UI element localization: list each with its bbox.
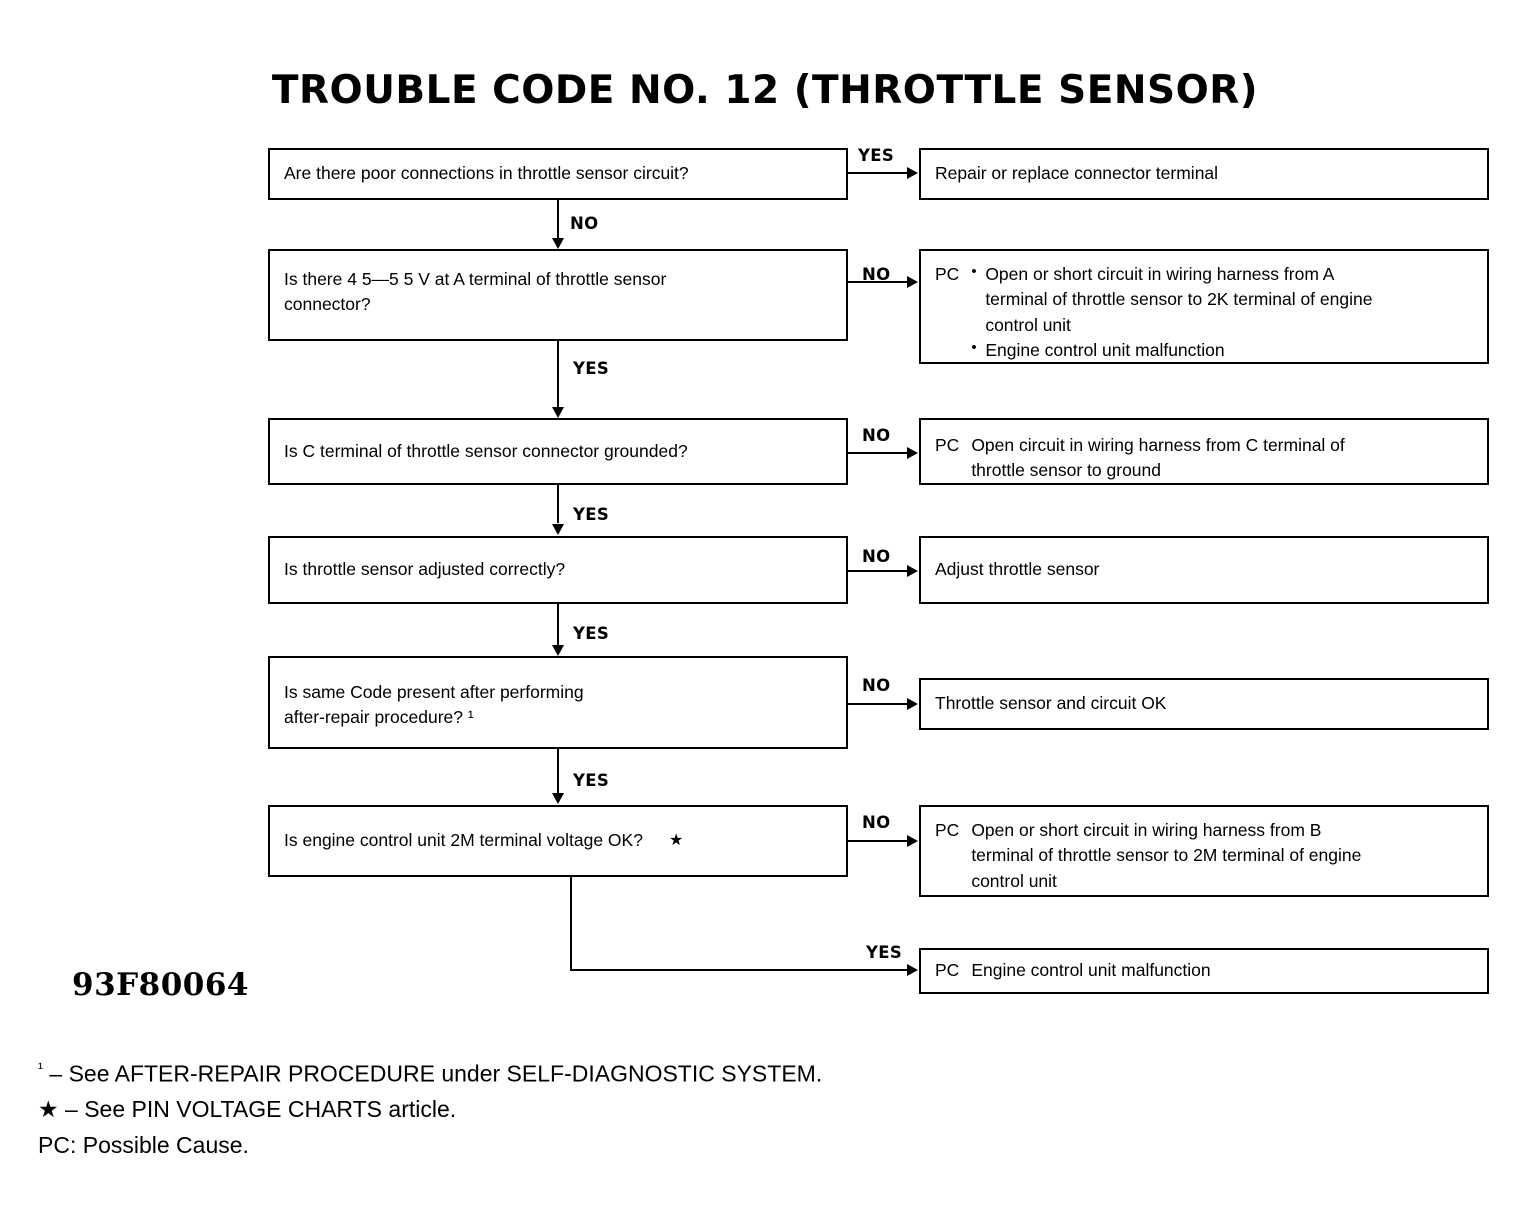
edge-label-yes1: YES: [858, 146, 895, 165]
decision-text: Is C terminal of throttle sensor connector grounded?: [284, 440, 688, 461]
result-text: Throttle sensor and circuit OK: [935, 693, 1167, 714]
result-text: Repair or replace connector terminal: [935, 163, 1219, 184]
connector-q4-no: [848, 570, 908, 572]
edge-label-no2: NO: [862, 265, 891, 284]
pc-label: PC: [935, 820, 960, 840]
footnote-2: [38, 1096, 456, 1123]
decision-box-c-terminal-ground: [268, 418, 848, 485]
arrow-icon-q5-no: [907, 698, 918, 710]
arrow-icon-q6-yes: [907, 964, 918, 976]
edge-label-yes4: YES: [573, 624, 610, 643]
footnote-3: [38, 1132, 249, 1159]
decision-text-line2: after-repair procedure? ¹: [284, 707, 474, 728]
connector-q3-yes: [557, 485, 559, 523]
edge-label-no1: NO: [570, 214, 599, 233]
footnote-1: [38, 1060, 822, 1088]
result-box-open-short-a-terminal: [919, 249, 1489, 364]
edge-label-no6: NO: [862, 813, 891, 832]
arrow-icon-q3-no: [907, 447, 918, 459]
decision-box-2m-terminal-voltage: [268, 805, 848, 877]
edge-label-yes6: YES: [866, 943, 903, 962]
arrow-icon-q3-yes: [552, 524, 564, 535]
arrow-icon-q2-yes: [552, 407, 564, 418]
connector-q4-yes: [557, 604, 559, 645]
result-bullet-1: [971, 262, 1473, 287]
arrow-icon-q5-yes: [552, 793, 564, 804]
edge-label-yes2: YES: [573, 359, 610, 378]
edge-label-no5: NO: [862, 676, 891, 695]
footnote-2-text: – See PIN VOLTAGE CHARTS article.: [65, 1096, 457, 1122]
decision-text-line1: Is same Code present after performing: [284, 682, 584, 702]
connector-q2-yes: [557, 341, 559, 407]
arrow-icon-q4-no: [907, 565, 918, 577]
connector-q5-yes: [557, 749, 559, 793]
connector-q1-yes: [848, 172, 908, 174]
result-text-line2: throttle sensor to ground: [971, 460, 1162, 481]
connector-q5-no: [848, 703, 908, 705]
result-box-ecu-malfunction: [919, 948, 1489, 994]
result-box-open-short-b-terminal: [919, 805, 1489, 897]
result-bullet-2-line1: Engine control unit malfunction: [985, 340, 1225, 361]
result-bullet-1-line3: control unit: [985, 314, 1071, 335]
edge-label-no4: NO: [862, 547, 891, 566]
result-box-repair-connector: [919, 148, 1489, 200]
connector-q6-yes-vertical: [570, 877, 572, 971]
pc-label: PC: [935, 264, 960, 284]
document-code: 93F80064: [72, 967, 249, 1003]
decision-text: Are there poor connections in throttle sensor circuit?: [284, 163, 689, 184]
decision-box-voltage-a-terminal: [268, 249, 848, 341]
result-box-open-c-terminal: [919, 418, 1489, 485]
decision-text: Is engine control unit 2M terminal voltage OK?: [284, 830, 643, 851]
decision-text: Is throttle sensor adjusted correctly?: [284, 559, 566, 580]
edge-label-yes5: YES: [573, 771, 610, 790]
result-bullet-2: [971, 338, 1473, 363]
result-box-sensor-circuit-ok: [919, 678, 1489, 730]
footnote-3-text: PC: Possible Cause.: [38, 1132, 249, 1158]
result-bullet-1-line2: terminal of throttle sensor to 2K terminal of engine: [985, 289, 1373, 310]
decision-box-same-code-present: [268, 656, 848, 749]
connector-q6-yes-horizontal: [570, 969, 908, 971]
decision-box-sensor-adjusted: [268, 536, 848, 604]
result-box-adjust-sensor: [919, 536, 1489, 604]
result-text: Adjust throttle sensor: [935, 559, 1100, 580]
arrow-icon-q6-no: [907, 835, 918, 847]
footnote-1-mark: ¹: [38, 1060, 43, 1077]
arrow-icon-q1-no: [552, 238, 564, 249]
connector-q3-no: [848, 452, 908, 454]
arrow-icon-q2-no: [907, 276, 918, 288]
result-text-line2: terminal of throttle sensor to 2M terminal of engine: [971, 845, 1362, 866]
star-icon: ★: [38, 1096, 59, 1122]
connector-q6-no: [848, 840, 908, 842]
decision-box-poor-connections: [268, 148, 848, 200]
connector-q1-no: [557, 200, 559, 238]
result-bullet-1-line1: Open or short circuit in wiring harness from A: [985, 264, 1335, 284]
result-text-line1: Open circuit in wiring harness from C terminal of: [971, 435, 1345, 455]
arrow-icon-q4-yes: [552, 645, 564, 656]
edge-label-yes3: YES: [573, 505, 610, 524]
footnote-1-text: – See AFTER-REPAIR PROCEDURE under SELF-DIAGNOSTIC SYSTEM.: [49, 1060, 823, 1087]
result-text-line1: Open or short circuit in wiring harness from B: [971, 820, 1322, 840]
edge-label-no3: NO: [862, 426, 891, 445]
decision-text-line1: Is there 4 5—5 5 V at A terminal of throttle sensor: [284, 269, 667, 289]
pc-label: PC: [935, 960, 960, 981]
result-text-line1: Engine control unit malfunction: [971, 960, 1211, 981]
arrow-icon-q1-yes: [907, 167, 918, 179]
star-icon: ★: [668, 832, 684, 850]
pc-label: PC: [935, 435, 960, 455]
result-text-line3: control unit: [971, 870, 1057, 891]
decision-text-line2: connector?: [284, 294, 371, 315]
page-title: TROUBLE CODE NO. 12 (THROTTLE SENSOR): [271, 68, 1259, 113]
